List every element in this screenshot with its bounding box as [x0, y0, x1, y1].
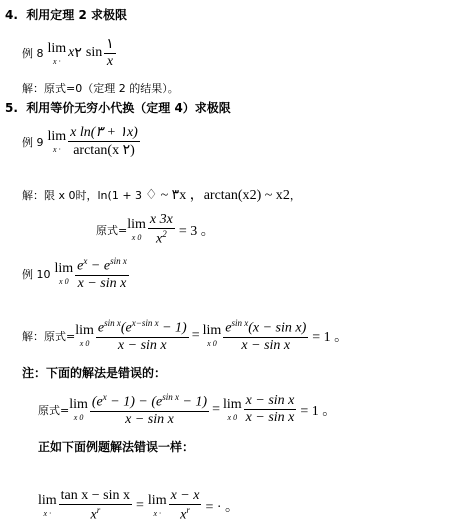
fraction-numerator: x ln(١ + ٣x): [70, 125, 138, 140]
fraction-denominator: x − sin x: [241, 337, 291, 353]
num-exponent-2: sin x: [110, 256, 127, 266]
section-number: 4.: [5, 8, 18, 22]
fraction-numerator: x 3x: [149, 212, 173, 227]
lim-text: lim: [147, 493, 167, 509]
num-exponent-1: x: [83, 256, 88, 266]
limit-operator: [69, 397, 88, 422]
fraction-2: [169, 488, 202, 524]
fraction-numerator: [75, 256, 129, 275]
equals-sign: =: [191, 327, 200, 343]
limit-operator: [148, 493, 167, 518]
lim-subscript: x 0: [131, 233, 142, 243]
fraction: [75, 256, 129, 292]
lim-text: lim: [47, 129, 67, 144]
fraction-2: [244, 393, 297, 426]
expression-exponent: ٢: [74, 45, 82, 61]
example-label: 例 9: [22, 135, 44, 149]
num-exponent-2: sin x: [162, 392, 179, 402]
section-number: 5.: [5, 101, 18, 115]
solution-tail: ) ~ x: [256, 188, 283, 203]
fraction-1: [90, 392, 209, 428]
result: = · 。: [205, 499, 240, 515]
fraction-denominator: x − sin x: [125, 411, 174, 427]
fraction: [68, 124, 140, 159]
expression-sin: sin: [85, 45, 103, 60]
num-e: e: [77, 258, 84, 274]
num-exponent: sin x: [231, 318, 249, 328]
lim-subscript: x 0: [73, 413, 84, 423]
fraction-denominator: [178, 505, 192, 524]
num-paren-e: (e: [91, 394, 103, 410]
example-8: [22, 36, 116, 70]
solution-9-line-1: [22, 184, 301, 204]
fraction-denominator: x − sin x: [77, 275, 127, 291]
lim-subscript: x ·: [43, 509, 52, 519]
note-similar-error: 正如下面例题解法错误一样：: [38, 440, 195, 454]
lim-text: lim: [127, 217, 146, 233]
expression-x: x: [68, 45, 75, 60]
lim-subscript: x ·: [53, 145, 61, 154]
solution-mid: ~ ٣x ，arctan(x: [160, 188, 250, 203]
num-paren-e: (e: [120, 320, 132, 336]
fraction-denominator: [154, 229, 169, 248]
fraction-numerator: x − sin x: [245, 393, 295, 409]
fraction: [104, 36, 116, 70]
solution-end: ，: [289, 189, 301, 202]
lim-text: lim: [75, 323, 94, 339]
fraction-denominator: x − sin x: [117, 337, 167, 353]
fraction-denominator: arctan(x ٢): [73, 143, 135, 158]
note-wrong-method: 注：下面的解法是错误的：: [22, 366, 167, 380]
num-middle: − 1) − (e: [106, 394, 163, 410]
limit-operator: [127, 217, 146, 242]
result: = 3 。: [178, 223, 215, 239]
fraction-denominator: [88, 505, 102, 524]
solution-lead: 解：限 x 0时，ln(1 + 3: [22, 189, 143, 202]
lim-subscript: x 0: [79, 339, 90, 349]
fraction-numerator: x − x: [170, 488, 200, 503]
limit-operator: [48, 41, 67, 66]
num-exponent-1: x: [102, 392, 107, 402]
section-title: 利用等价无穷小代换（定理 4）求极限: [26, 101, 231, 115]
num-exponent-1: sin x: [104, 318, 121, 328]
solution-label: 原式=: [96, 223, 128, 237]
section-title: 利用定理 2 求极限: [26, 8, 127, 22]
denominator-exponent: r: [96, 505, 101, 515]
limit-operator: [55, 261, 74, 286]
cursor-glyph: ♢: [145, 188, 158, 203]
example-label: 例 8: [22, 47, 44, 60]
solution-tail-exponent: 2: [282, 188, 290, 203]
fraction: [148, 212, 175, 248]
example-10: [22, 256, 129, 292]
num-e: e: [225, 320, 232, 336]
lim-subscript: x 0: [207, 339, 217, 349]
wrong-solution: [38, 392, 336, 428]
lim-text: lim: [47, 40, 67, 56]
solution-label: 原式=: [38, 403, 70, 417]
example-9: [22, 124, 140, 159]
lim-text: lim: [69, 397, 88, 413]
num-paren: (x − sin x): [248, 320, 307, 336]
lim-subscript: x ·: [53, 56, 61, 66]
fraction-numerator: tan x − sin x: [60, 488, 131, 503]
limit-operator: [223, 397, 242, 422]
solution-label: 解：原式=: [22, 329, 76, 343]
num-minus-one: − 1): [178, 394, 208, 410]
fraction-2: [223, 318, 308, 354]
fraction-1: [96, 318, 189, 354]
limit-operator: [38, 493, 57, 518]
denominator-base: x: [156, 231, 163, 247]
num-minus-e: − e: [87, 258, 111, 274]
fraction-numerator: [96, 318, 189, 337]
equals-sign: =: [212, 401, 220, 417]
limit-operator: [75, 323, 94, 348]
lim-text: lim: [202, 323, 222, 339]
limit-operator: [48, 129, 67, 154]
result: = 1 。: [312, 329, 349, 345]
lim-subscript: x 0: [227, 413, 238, 423]
fraction-denominator: x − sin x: [245, 410, 295, 426]
equals-sign: =: [136, 497, 144, 513]
fraction-denominator: x: [106, 54, 114, 69]
limit-operator: [203, 323, 222, 348]
solution-mid-exponent: 2: [249, 188, 257, 203]
lim-subscript: x 0: [59, 277, 69, 287]
solution-8: 解：原式=0（定理 2 的结果）。: [22, 82, 179, 95]
lim-text: lim: [38, 493, 57, 509]
fraction-numerator: [90, 392, 209, 411]
section-5-heading: [5, 99, 231, 116]
num-minus-one: − 1): [158, 320, 187, 336]
fraction-numerator: [223, 318, 308, 337]
fraction-1: [59, 488, 132, 524]
lim-subscript: x ·: [153, 509, 162, 519]
lim-text: lim: [54, 261, 74, 277]
num-e: e: [97, 320, 105, 336]
num-exponent-2: x−sin x: [131, 318, 159, 328]
lim-text: lim: [222, 397, 242, 413]
denominator-base: x: [180, 507, 187, 523]
denominator-exponent: 2: [162, 229, 167, 239]
section-4-heading: [5, 6, 127, 23]
example-label: 例 10: [22, 267, 51, 281]
solution-10: [22, 318, 348, 354]
denominator-exponent: r: [186, 505, 190, 515]
denominator-base: x: [90, 507, 97, 523]
fraction-numerator: ١: [106, 37, 114, 52]
last-equation: [38, 488, 239, 524]
solution-9-line-2: [96, 212, 215, 248]
result: = 1 。: [300, 403, 337, 419]
